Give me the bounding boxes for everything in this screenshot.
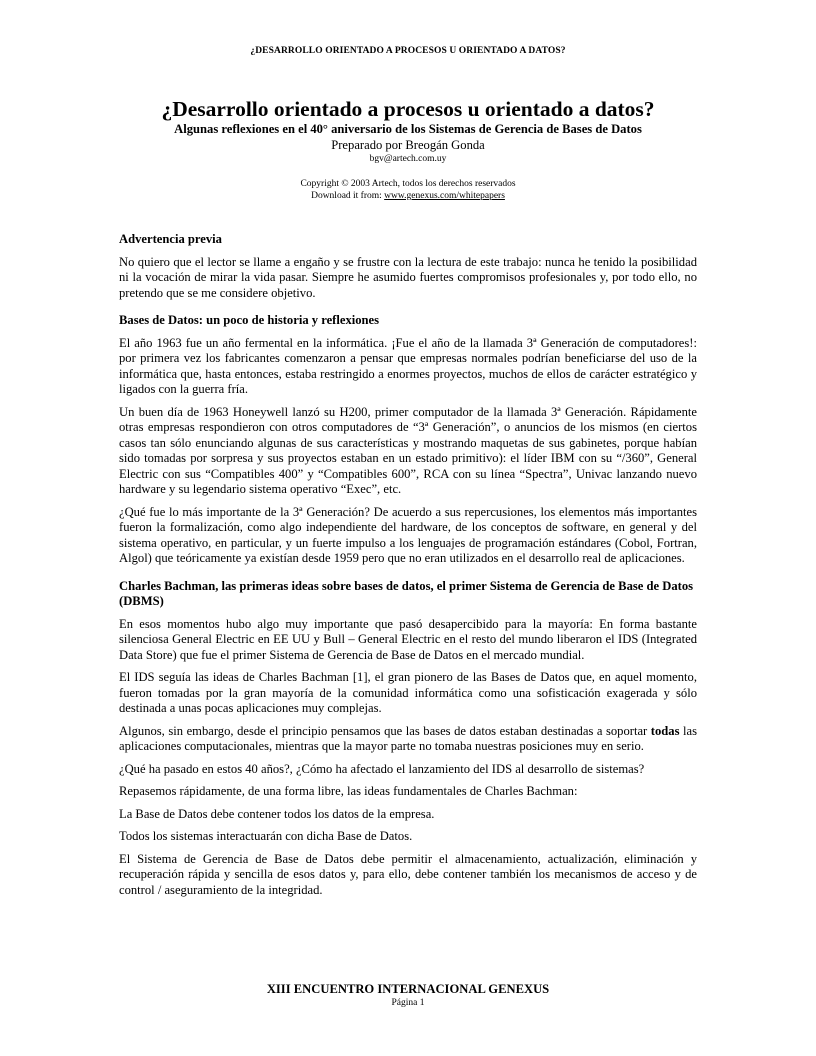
section-heading-advertencia: Advertencia previa [119,232,222,246]
document-body [119,232,697,905]
paragraph: En esos momentos hubo algo muy importante que pasó desapercibido para la mayoría: En forma bastante silenciosa General Electric en EE UU y Bull – General Electric en el resto del mundo liberaron el IDS (Integrated Data Store) que fue el primer Sistema de Gerencia de Base de Datos en el mercado mundial. [119,616,697,662]
download-link[interactable]: www.genexus.com/whitepapers [384,191,505,201]
download-line [0,190,816,202]
paragraph: Todos los sistemas interactuarán con dicha Base de Datos. [119,829,413,843]
download-prefix: Download it from: [311,191,385,201]
paragraph: Un buen día de 1963 Honeywell lanzó su H200, primer computador de la llamada 3ª Generación. Rápidamente otras empresas respondieron con otros computadores de “3ª Generación”, o anuncios de los mismos (en ciertos casos tan sólo enunciando algunas de sus características y mostrando maquetas de sus gabinetes, porque habían sido tomadas por sorpresa y sus proyectos estaban en un estado primitivo): el líder IBM con su “/360”, General Electric con sus “Compatibles 400” y “Compatibles 600”, RCA con su línea “Spectra”, Univac lanzando nuevo hardware y su legendario sistema operativo “Exec”, etc. [119,404,697,496]
text-run: Algunos, sin embargo, desde el principio pensamos que las bases de datos estaban destinadas a soportar [119,723,651,738]
page-number: Página 1 [391,998,425,1008]
emphasis-todas: todas [650,723,680,738]
text-run: las aplicaciones computacionales, mientras que la mayor parte no tomaba nuestras posiciones muy en serio. [119,723,697,753]
paragraph: ¿Qué ha pasado en estos 40 años?, ¿Cómo ha afectado el lanzamiento del IDS al desarrollo de sistemas? [119,761,645,776]
page-footer [0,982,816,1010]
paragraph: El Sistema de Gerencia de Base de Datos debe permitir el almacenamiento, actualización, eliminación y recuperación rápida y sencilla de esos datos y, para ello, debe contener también los mecanismos de acceso y de control / aseguramiento de la integridad. [119,851,697,897]
author-email: bgv@artech.com.uy [369,154,447,164]
footer-title: XIII ENCUENTRO INTERNACIONAL GENEXUS [266,982,550,996]
paragraph [119,724,697,755]
paragraph: La Base de Datos debe contener todos los datos de la empresa. [119,806,435,821]
paragraph: Repasemos rápidamente, de una forma libre, las ideas fundamentales de Charles Bachman: [119,784,578,798]
paragraph: El año 1963 fue un año fermental en la informática. ¡Fue el año de la llamada 3ª Generación de computadores!: por primera vez los fabricantes comenzaron a pensar que empresas normales podrían beneficiarse del uso de la informática que, hasta entonces, estaba restringido a enormes proyectos, muchos de ellos de carácter estratégico y ligados con la guerra fría. [119,335,697,396]
title-block [0,96,816,202]
section-heading-charles-bachman: Charles Bachman, las primeras ideas sobre bases de datos, el primer Sistema de Gerencia de Base de Datos (DBMS) [119,578,694,608]
running-header: ¿DESARROLLO ORIENTADO A PROCESOS U ORIENTADO A DATOS? [250,46,566,56]
document-subtitle: Algunas reflexiones en el 40° aniversario de los Sistemas de Gerencia de Bases de Datos [174,122,642,136]
copyright-notice: Copyright © 2003 Artech, todos los derechos reservados [300,179,516,189]
author-line: Preparado por Breogán Gonda [331,138,485,152]
paragraph: ¿Qué fue lo más importante de la 3ª Generación? De acuerdo a sus repercusiones, los elementos más importantes fueron la formalización, como algo independiente del hardware, de los conceptos de software, en general y del sistema operativo, en particular, y un fuerte impulso a los lenguajes de programación estándares (Cobol, Fortran, Algol) que teóricamente ya existían desde 1959 pero que no eran utilizados en el desarrollo real de aplicaciones. [119,504,697,565]
document-title: ¿Desarrollo orientado a procesos u orientado a datos? [161,97,655,121]
paragraph: El IDS seguía las ideas de Charles Bachman [1], el gran pionero de las Bases de Datos que, en aquel momento, fueron tomadas por la gran mayoría de la comunidad informática como una sofisticación exagerada y sólo destinada a unas pocas aplicaciones muy complejas. [119,670,697,715]
paragraph: No quiero que el lector se llame a engaño y se frustre con la lectura de este trabajo: nunca he tenido la posibilidad ni la vocación de mirar la vida pasar. Siempre he asumido fuertes compromisos profesionales y, por todo ello, no pretendo que se me considere objetivo. [119,254,697,300]
section-heading-bases-de-datos: Bases de Datos: un poco de historia y reflexiones [119,313,380,327]
